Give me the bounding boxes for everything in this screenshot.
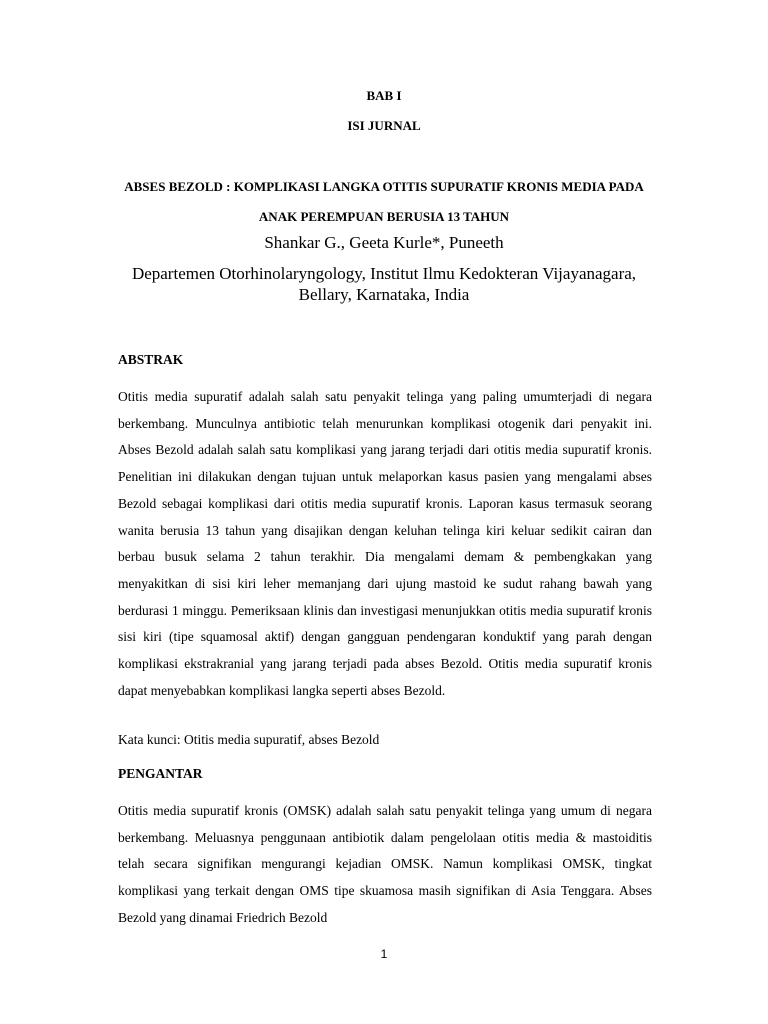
abstract-heading: ABSTRAK bbox=[118, 352, 184, 367]
page-number: 1 bbox=[380, 947, 388, 961]
article-authors: Shankar G., Geeta Kurle*, Puneeth bbox=[264, 233, 504, 252]
section-heading: ISI JURNAL bbox=[347, 118, 421, 133]
article-affiliation: Departemen Otorhinolaryngology, Institut Ilmu Kedokteran Vijayanagara, Bellary, Karnataka, India bbox=[131, 264, 637, 304]
article-title: ABSES BEZOLD : KOMPLIKASI LANGKA OTITIS SUPURATIF KRONIS MEDIA PADA ANAK PEREMPUAN BERUSIA 13 TAHUN bbox=[124, 179, 644, 224]
chapter-heading: BAB I bbox=[366, 88, 402, 103]
keywords-text: Kata kunci: Otitis media supuratif, abses Bezold bbox=[118, 732, 380, 747]
introduction-text: Otitis media supuratif kronis (OMSK) adalah salah satu penyakit telinga yang umum di negara berkembang. Meluasnya penggunaan antibiotik dalam pengelolaan otitis media & mastoiditis telah secara signifikan mengurangi kejadian OMSK. Namun komplikasi OMSK, tingkat komplikasi yang terkait dengan OMS tipe skuamosa masih signifikan di Asia Tenggara. Abses Bezold yang dinamai Friedrich Bezold bbox=[118, 803, 652, 925]
introduction-heading: PENGANTAR bbox=[118, 766, 203, 781]
abstract-text: Otitis media supuratif adalah salah satu penyakit telinga yang paling umumterjadi di negara berkembang. Munculnya antibiotic telah menurunkan komplikasi otogenik dari penyakit ini. Abses Bezold adalah salah satu komplikasi yang jarang terjadi dari otitis media supuratif kronis. Penelitian ini dilakukan dengan tujuan untuk melaporkan kasus pasien yang mengalami abses Bezold sebagai komplikasi dari otitis media supuratif kronis. Laporan kasus termasuk seorang wanita berusia 13 tahun yang disajikan dengan keluhan telinga kiri keluar sedikit cairan dan berbau busuk selama 2 tahun terakhir. Dia mengalami demam & pembengkakan yang menyakitkan di sisi kiri leher memanjang dari ujung mastoid ke sudut rahang bawah yang berdurasi 1 minggu. Pemeriksaan klinis dan investigasi menunjukkan otitis media supuratif kronis sisi kiri (tipe squamosal aktif) dengan gangguan pendengaran konduktif yang parah dengan komplikasi ekstrakranial yang jarang terjadi pada abses Bezold. Otitis media supuratif kronis dapat menyebabkan komplikasi langka seperti abses Bezold. bbox=[118, 389, 652, 698]
